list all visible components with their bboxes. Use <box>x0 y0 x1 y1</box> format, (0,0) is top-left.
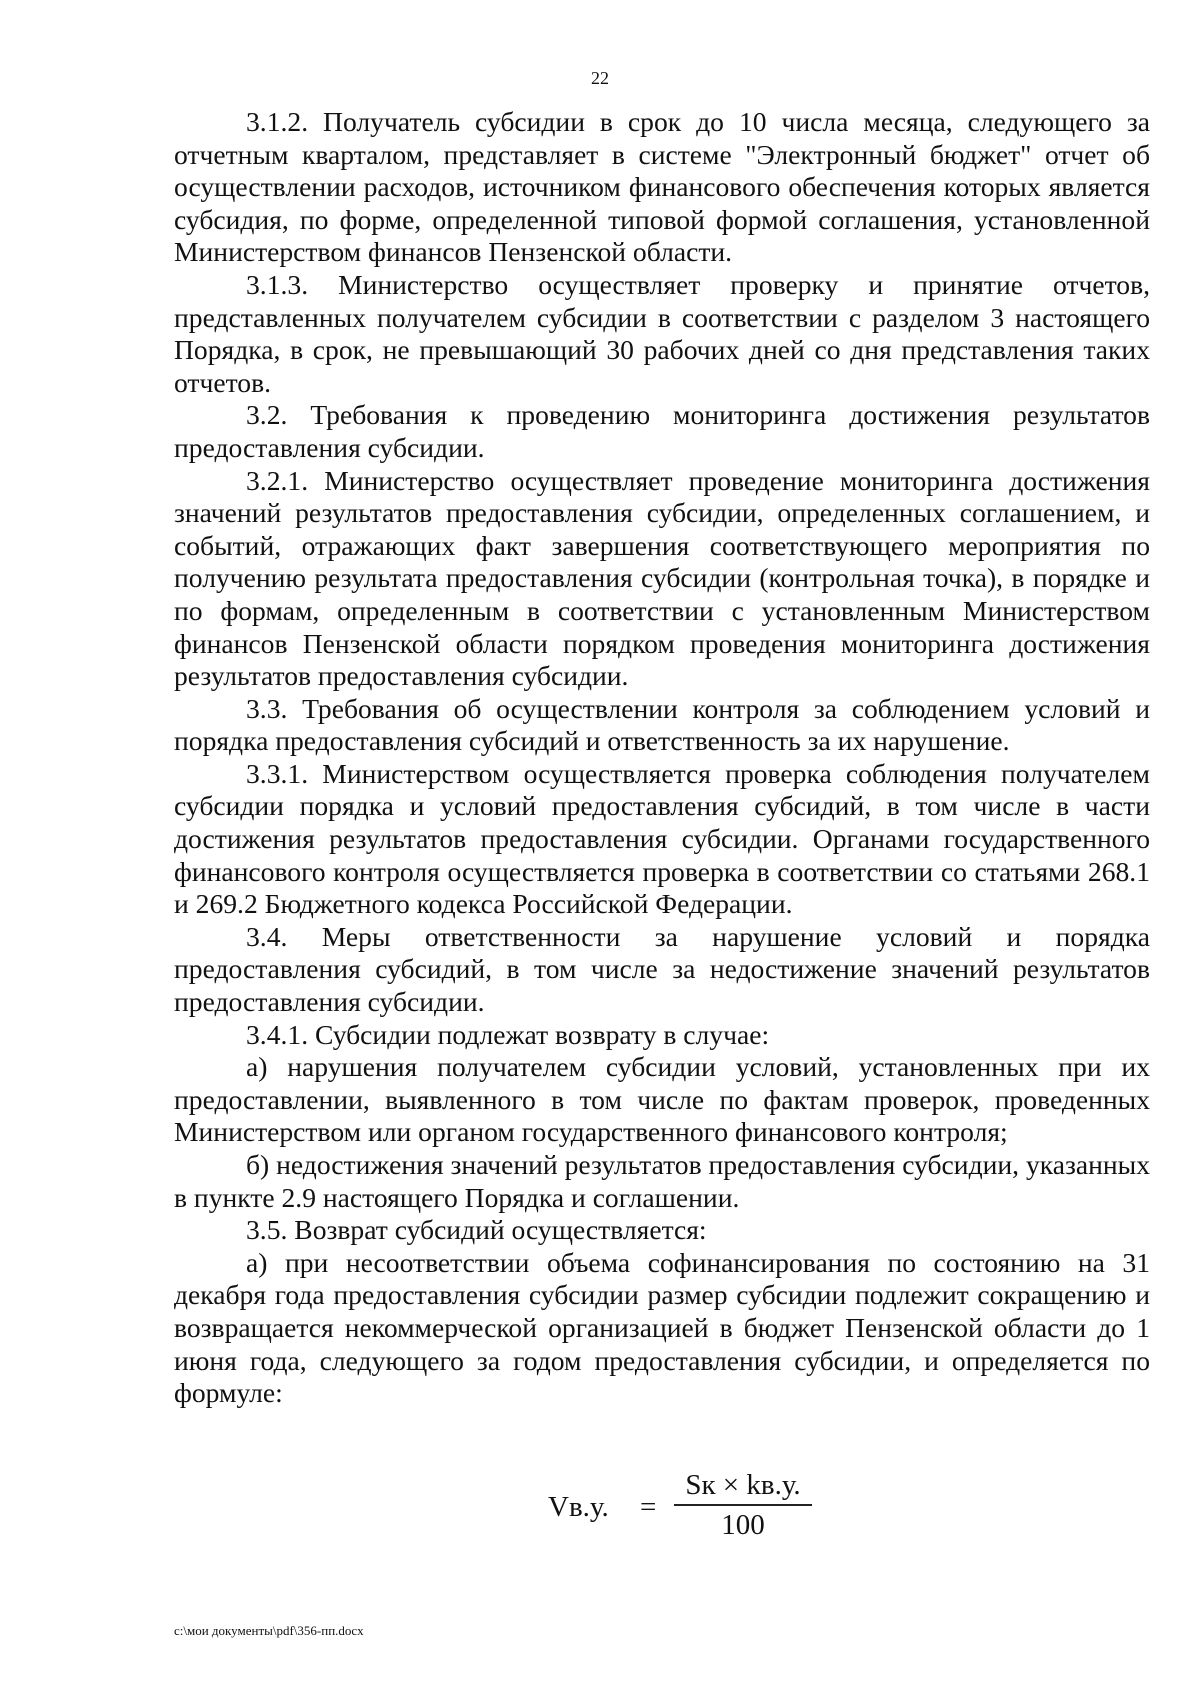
refund-formula <box>548 1468 808 1546</box>
document-body <box>174 106 1150 1410</box>
footer-file-path: c:\мои документы\pdf\356-пп.docx <box>174 1623 364 1638</box>
fraction-bar <box>674 1504 812 1506</box>
paragraph-3-4-1-b: б) недостижения значений результатов предоставления субсидии, указанных в пункте 2.9 настоящего Порядка и соглашении. <box>174 1149 1150 1213</box>
formula-denominator: 100 <box>721 1509 765 1541</box>
paragraph-3-3-1: 3.3.1. Министерством осуществляется проверка соблюдения получателем субсидии порядка и условий предоставления субсидий, в том числе в части достижения результатов предоставления субсидии. Органами государственного финансового контроля осуществляется проверка в соответствии со статьями 268.1 и 269.2 Бюджетного кодекса Российской Федерации. <box>174 757 1150 920</box>
formula-numerator: Sк × kв.у. <box>685 1469 801 1501</box>
page-number: 22 <box>591 68 609 88</box>
paragraph-3-2: 3.2. Требования к проведению мониторинга достижения результатов предоставления субсидии. <box>174 399 1150 463</box>
paragraph-3-4: 3.4. Меры ответственности за нарушение условий и порядка предоставления субсидий, в том числе за недостижение значений результатов предоставления субсидии. <box>174 920 1150 1018</box>
paragraph-3-4-1-a: а) нарушения получателем субсидии условий, установленных при их предоставлении, выявленного в том числе по фактам проверок, проведенных Министерством или органом государственного финансового контроля; <box>174 1051 1150 1148</box>
formula-equals: = <box>640 1491 657 1523</box>
paragraph-3-4-1: 3.4.1. Субсидии подлежат возврату в случае: <box>246 1018 770 1050</box>
paragraph-3-3: 3.3. Требования об осуществлении контроля за соблюдением условий и порядка предоставления субсидий и ответственность за их нарушение. <box>174 692 1150 757</box>
paragraph-3-5: 3.5. Возврат субсидий осуществляется: <box>246 1214 707 1246</box>
paragraph-3-1-3: 3.1.3. Министерство осуществляет проверку и принятие отчетов, представленных получателем субсидии в соответствии с разделом 3 настоящего Порядка, в срок, не превышающий 30 рабочих дней со дня представления таких отчетов. <box>174 268 1150 398</box>
paragraph-3-2-1: 3.2.1. Министерство осуществляет проведение мониторинга достижения значений результатов предоставления субсидии, определенных соглашением, и событий, отражающих факт завершения соответствующего мероприятия по получению результата предоставления субсидии (контрольная точка), в порядке и по формам, определенным в соответствии с установленным Министерством финансов Пензенской области порядком проведения мониторинга достижения результатов предоставления субсидии. <box>174 464 1150 692</box>
paragraph-3-1-2: 3.1.2. Получатель субсидии в срок до 10 числа месяца, следующего за отчетным кварталом, представляет в системе "Электронный бюджет" отчет об осуществлении расходов, источником финансового обеспечения которых является субсидия, по форме, определенной типовой формой соглашения, установленной Министерством финансов Пензенской области. <box>174 106 1150 268</box>
formula-fraction <box>674 1468 812 1542</box>
formula-lhs: Vв.у. <box>548 1491 609 1523</box>
paragraph-3-5-a: а) при несоответствии объема софинансирования по состоянию на 31 декабря года предоставления субсидии размер субсидии подлежит сокращению и возвращается некоммерческой организацией в бюджет Пензенской области до 1 июня года, следующего за годом предоставления субсидии, и определяется по формуле: <box>174 1246 1150 1409</box>
